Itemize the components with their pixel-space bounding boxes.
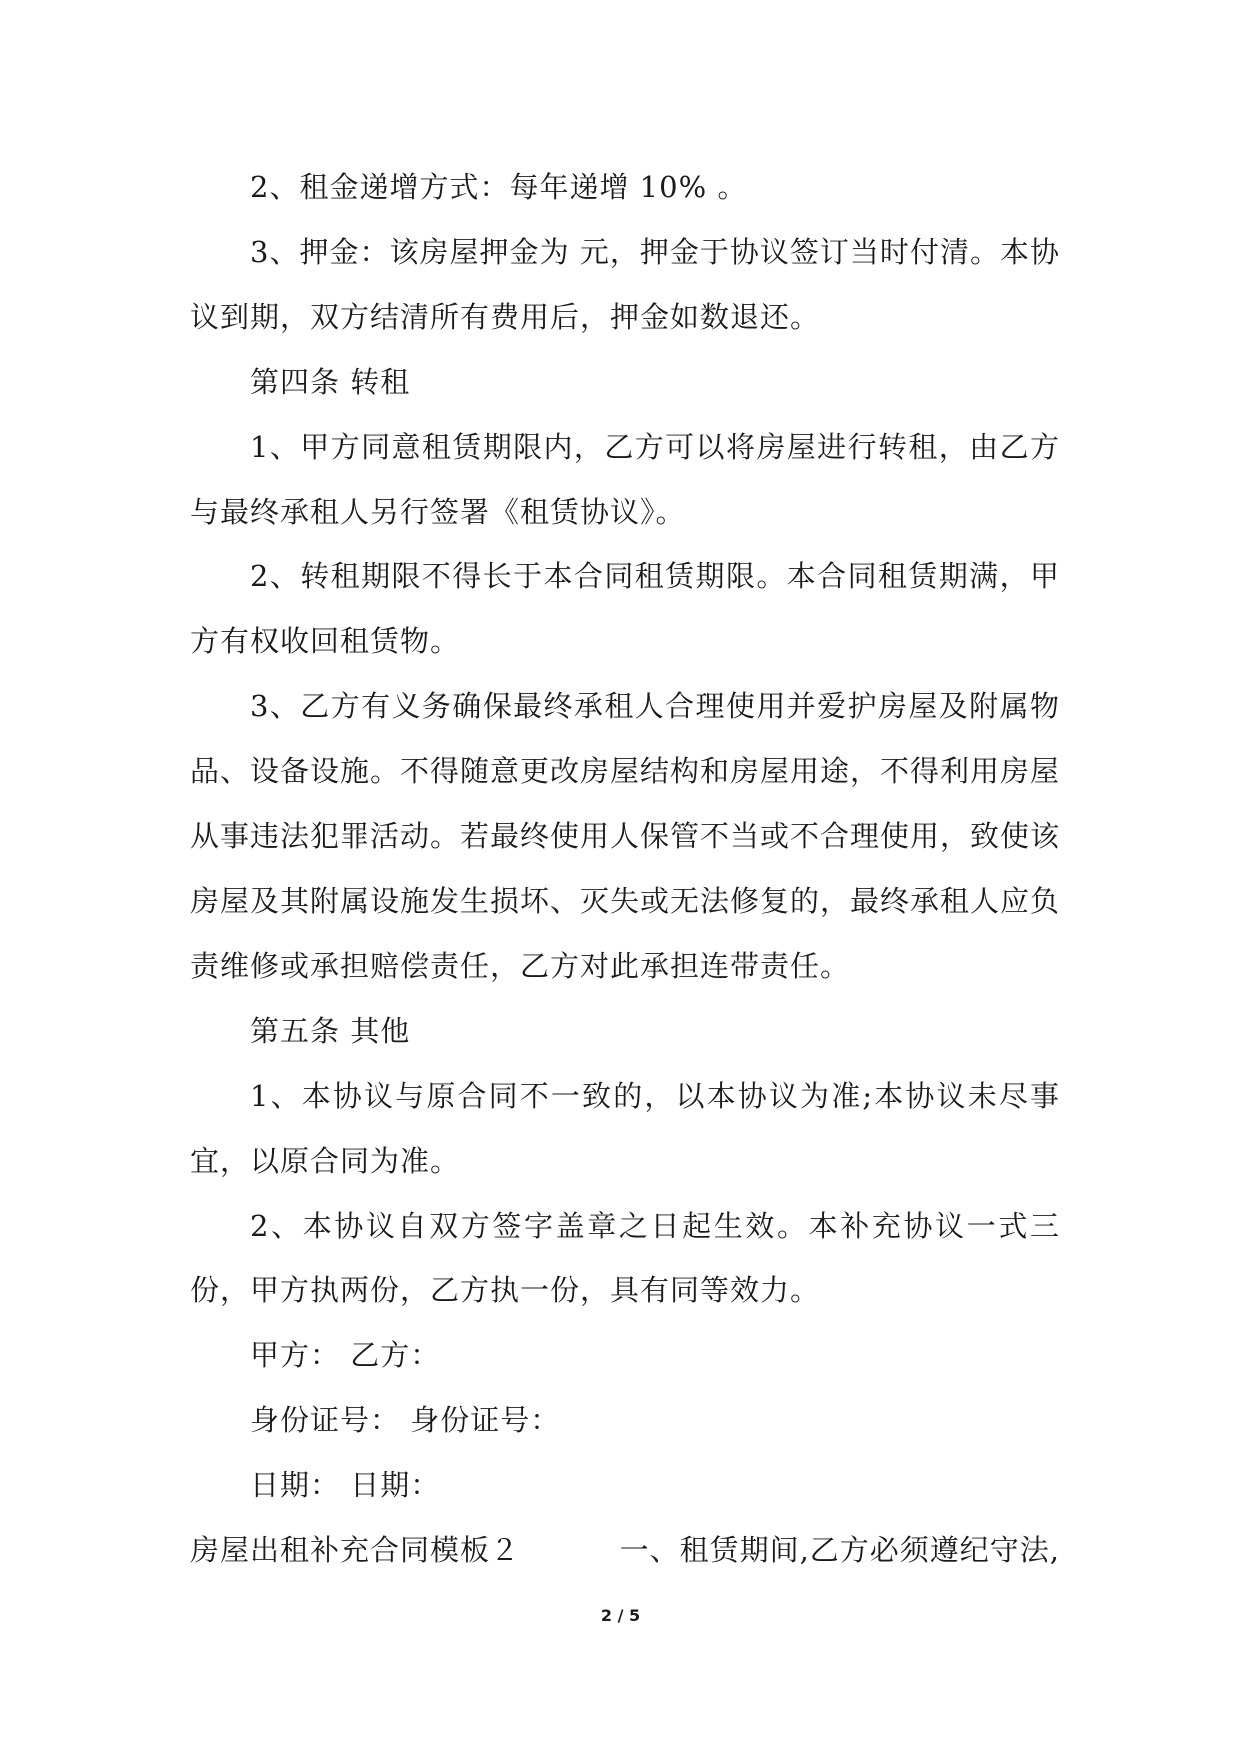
paragraph-sublease-2: 2、转租期限不得长于本合同租赁期限。本合同租赁期满，甲方有权收回租赁物。	[190, 559, 1060, 659]
paragraph-sublease-1: 1、甲方同意租赁期限内，乙方可以将房屋进行转租，由乙方与最终承租人另行签署《租赁协议》。	[190, 429, 1060, 529]
signature-date-line: 日期： 日期：	[250, 1468, 441, 1503]
next-template-text: 一、租赁期间,乙方必须遵纪守法,	[619, 1533, 1060, 1568]
section-heading-other: 第五条 其他	[250, 1013, 411, 1048]
paragraph-rent-increase: 2、租金递增方式：每年递增 10% 。	[250, 170, 748, 204]
paragraph-sublease-3: 3、乙方有义务确保最终承租人合理使用并爱护房屋及附属物品、设备设施。不得随意更改房屋结构和房屋用途，不得利用房屋从事违法犯罪活动。若最终使用人保管不当或不合理使用，致使该房屋及其附属设施发生损坏、灭失或无法修复的，最终承租人应负责维修或承担赔偿责任，乙方对此承担连带责任。	[190, 689, 1061, 983]
next-template-line	[190, 1518, 1060, 1583]
signature-party-line: 甲方： 乙方：	[250, 1338, 441, 1373]
section-heading-sublease: 第四条 转租	[250, 364, 411, 399]
paragraph-other-1: 1、本协议与原合同不一致的，以本协议为准;本协议未尽事宜，以原合同为准。	[190, 1078, 1060, 1178]
paragraph-deposit: 3、押金：该房屋押金为 元，押金于协议签订当时付清。本协议到期，双方结清所有费用后，押金如数退还。	[190, 234, 1060, 334]
paragraph-other-2: 2、本协议自双方签字盖章之日起生效。本补充协议一式三份，甲方执两份，乙方执一份，具有同等效力。	[190, 1208, 1060, 1308]
next-template-title: 房屋出租补充合同模板２	[190, 1533, 521, 1568]
document-body	[190, 155, 1060, 1583]
page-number: 2 / 5	[600, 1606, 641, 1625]
signature-id-line: 身份证号： 身份证号：	[250, 1403, 561, 1438]
